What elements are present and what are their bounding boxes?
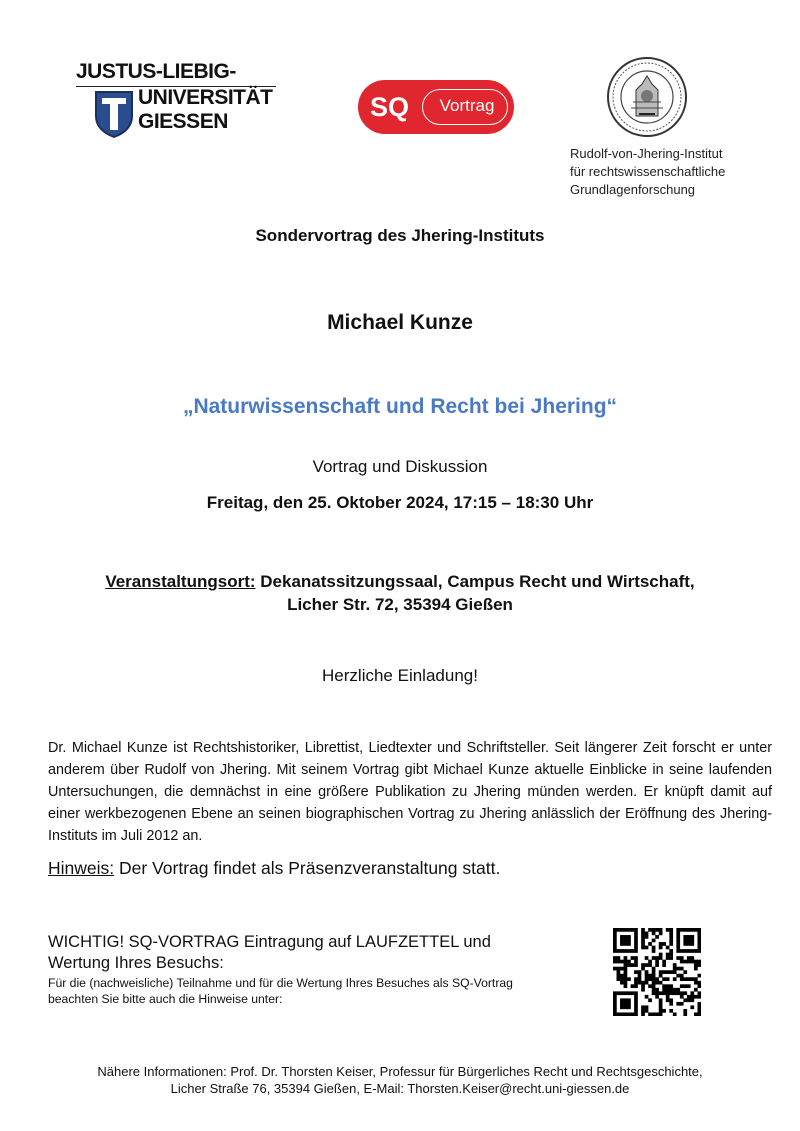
university-name-line2: UNIVERSITÄT <box>138 86 273 109</box>
sq-important-notice <box>48 932 588 1007</box>
institute-line2: für rechtswissenschaftliche <box>570 164 726 179</box>
event-format: Vortrag und Diskussion <box>312 457 488 476</box>
institute-name <box>570 145 725 199</box>
event-venue <box>0 570 800 616</box>
invitation-text: Herzliche Einladung! <box>322 666 478 685</box>
important-line1: WICHTIG! SQ-VORTRAG Eintragung auf LAUFZETTEL und <box>48 933 491 951</box>
note-label: Hinweis: <box>48 858 115 878</box>
venue-line2: Licher Str. 72, 35394 Gießen <box>287 595 513 614</box>
institute-line3: Grundlagenforschung <box>570 182 696 197</box>
sq-logo-abbr: SQ <box>370 92 410 122</box>
important-line2: Wertung Ihres Besuchs: <box>48 954 224 972</box>
university-name-line3: GIESSEN <box>138 110 228 133</box>
important-small2: beachten Sie bitte auch die Hinweise unter: <box>48 992 283 1006</box>
event-datetime: Freitag, den 25. Oktober 2024, 17:15 – 18:30 Uhr <box>206 493 594 512</box>
sq-logo-word: Vortrag <box>439 96 495 115</box>
footer-line2: Licher Straße 76, 35394 Gießen, E-Mail: Thorsten.Keiser@recht.uni-giessen.de <box>170 1081 630 1096</box>
speaker-name: Michael Kunze <box>327 311 473 334</box>
speaker-bio: Dr. Michael Kunze ist Rechtshistoriker, Librettist, Liedtexter und Schriftsteller. Seit längerer Zeit forscht er unter anderem über Rudolf von Jhering. Mit seinem Vortrag gibt Michael Kunze aktuelle Einblicke in seine laufenden Untersuchungen, die demnächst in eine größere Publikation zu Jhering münden werden. Er knüpft damit auf einer werkbezogenen Ebene an seinen biographischen Vortrag zu Jhering anlässlich der Eröffnung des Jhering-Instituts im Juli 2012 an. <box>48 740 772 844</box>
university-shield-icon <box>94 90 134 138</box>
venue-label: Veranstaltungsort: <box>105 572 256 591</box>
footer-contact <box>0 1063 800 1097</box>
important-small1: Für die (nachweisliche) Teilnahme und für die Wertung Ihres Besuches als SQ-Vortrag <box>48 976 513 990</box>
university-name-line1: JUSTUS-LIEBIG- <box>76 60 236 83</box>
footer-line1: Nähere Informationen: Prof. Dr. Thorsten Keiser, Professur für Bürgerliches Recht und Rechtsgeschichte, <box>97 1064 703 1079</box>
institute-line1: Rudolf-von-Jhering-Institut <box>570 146 723 161</box>
event-headline: Sondervortrag des Jhering-Instituts <box>255 226 545 245</box>
university-seal-icon <box>606 56 688 138</box>
venue-line1: Dekanatssitzungssaal, Campus Recht und Wirtschaft, <box>255 572 695 591</box>
attendance-note <box>48 858 500 879</box>
qr-code-icon[interactable] <box>613 928 701 1016</box>
note-text: Der Vortrag findet als Präsenzveranstaltung statt. <box>114 858 501 878</box>
sq-vortrag-logo <box>358 80 514 134</box>
university-logo <box>76 60 281 140</box>
talk-title: „Naturwissenschaft und Recht bei Jhering“ <box>182 395 618 418</box>
